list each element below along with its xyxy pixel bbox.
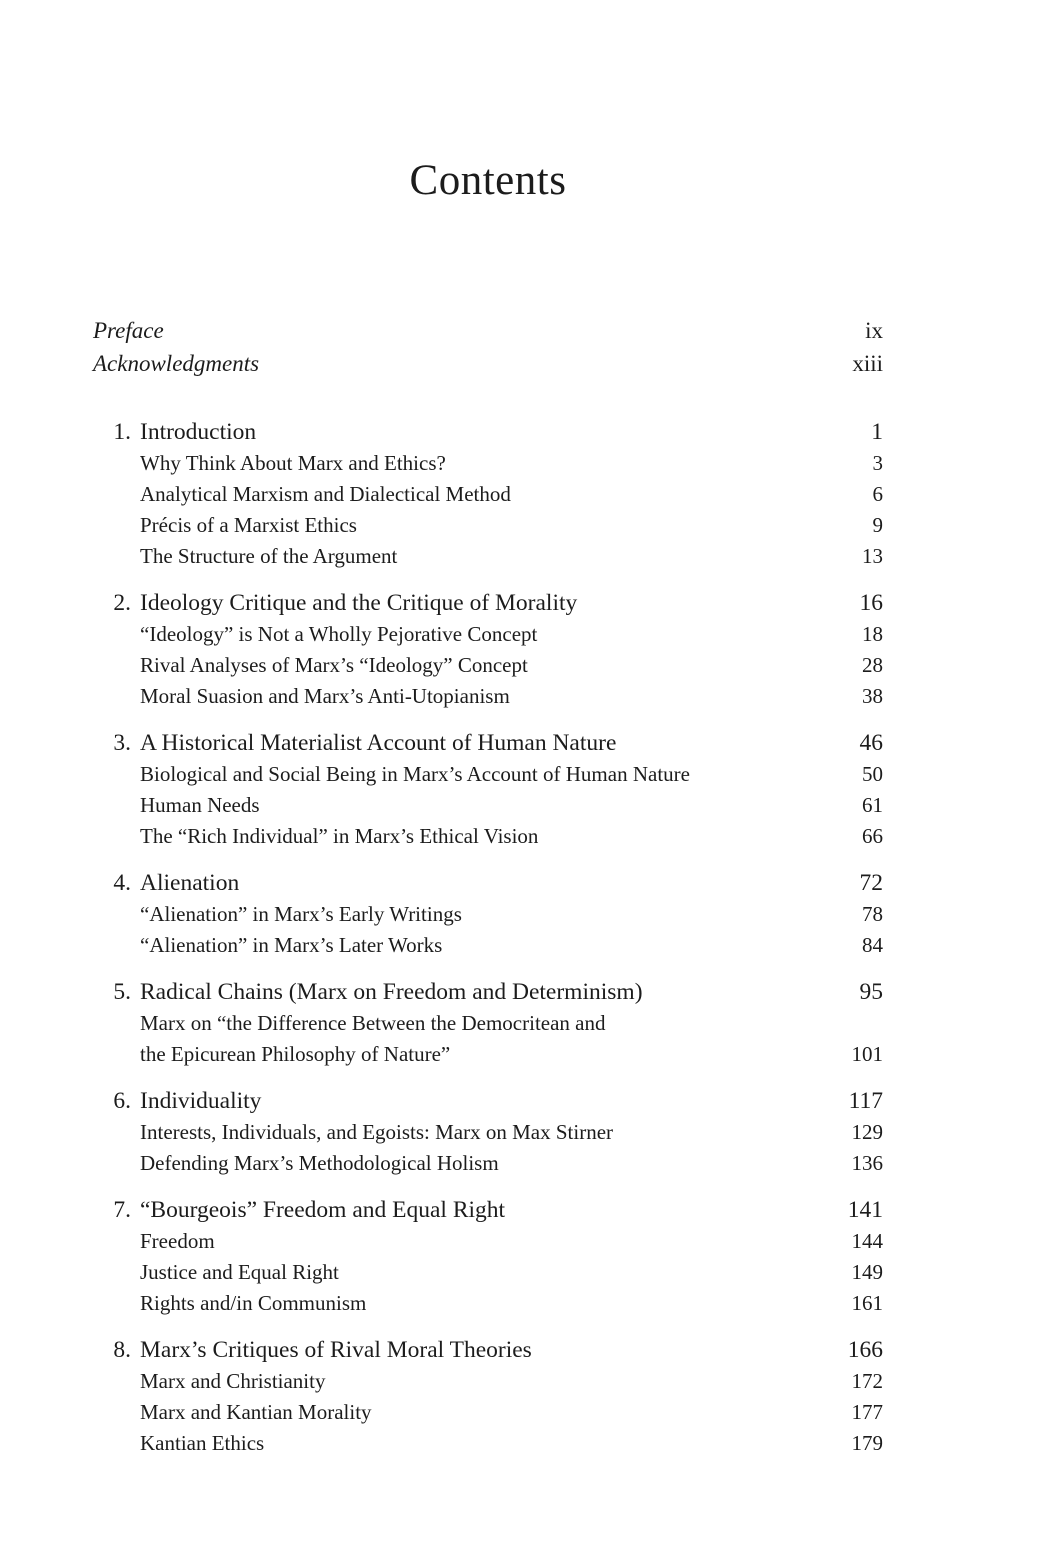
- chapter-row: [93, 588, 883, 619]
- chapter-number: 2.: [113, 590, 131, 616]
- subsection-row: [93, 759, 883, 790]
- front-matter-row: [93, 347, 883, 380]
- subsection-title: Defending Marx’s Methodological Holism: [140, 1151, 499, 1175]
- chapter-title: Radical Chains (Marx on Freedom and Determinism): [140, 979, 643, 1005]
- subsection-title: the Epicurean Philosophy of Nature”: [140, 1042, 451, 1066]
- chapter-page: 166: [847, 1337, 883, 1363]
- toc-chapter: [93, 728, 883, 852]
- subsection-title: Marx on “the Difference Between the Democritean and: [140, 1011, 606, 1035]
- subsection-title: Kantian Ethics: [140, 1431, 265, 1455]
- subsection-page: 129: [851, 1120, 883, 1144]
- front-matter-list: [93, 314, 883, 380]
- subsection-page: 144: [851, 1229, 883, 1253]
- chapters: [93, 417, 883, 1459]
- chapter-title: Ideology Critique and the Critique of Morality: [140, 590, 578, 616]
- subsection-title: Analytical Marxism and Dialectical Method: [140, 482, 511, 506]
- chapter-page: 95: [859, 979, 883, 1005]
- subsection-title: Marx and Christianity: [140, 1369, 326, 1393]
- subsection-title: The Structure of the Argument: [140, 544, 398, 568]
- subsection-row: [93, 510, 883, 541]
- subsection-page: 38: [862, 684, 883, 708]
- subsection-title: Rival Analyses of Marx’s “Ideology” Concept: [140, 653, 528, 677]
- subsection-page: 66: [862, 824, 883, 848]
- subsection-title: Freedom: [140, 1229, 215, 1253]
- subsection-page: 149: [851, 1260, 883, 1284]
- chapter-title: Introduction: [140, 419, 257, 445]
- subsection-page: 61: [862, 793, 883, 817]
- subsection-page: 78: [862, 902, 883, 926]
- chapter-title: A Historical Materialist Account of Human Nature: [140, 730, 617, 756]
- subsection-row: [93, 1008, 883, 1039]
- chapter-row: [93, 868, 883, 899]
- chapter-number: 3.: [113, 730, 131, 756]
- subsection-page: 6: [872, 482, 883, 506]
- chapter-page: 16: [859, 590, 883, 616]
- subsection-title: Marx and Kantian Morality: [140, 1400, 372, 1424]
- subsection-row: [93, 1039, 883, 1070]
- front-matter-label: Preface: [93, 318, 164, 343]
- toc-chapter: [93, 1335, 883, 1459]
- subsection-title: Why Think About Marx and Ethics?: [140, 451, 446, 475]
- chapter-title: Individuality: [140, 1088, 262, 1114]
- subsection-page: 3: [872, 451, 883, 475]
- subsection-row: [93, 1428, 883, 1459]
- subsection-page: 177: [851, 1400, 883, 1424]
- subsection-page: 179: [851, 1431, 883, 1455]
- front-matter-page: ix: [865, 318, 883, 343]
- chapter-page: 1: [871, 419, 883, 445]
- toc-chapter: [93, 868, 883, 961]
- subsection-row: [93, 790, 883, 821]
- chapter-page: 141: [847, 1197, 883, 1223]
- front-matter-row: [93, 314, 883, 347]
- chapter-number: 1.: [113, 419, 131, 445]
- chapter-number: 6.: [113, 1088, 131, 1114]
- subsection-row: [93, 1148, 883, 1179]
- front-matter-label: Acknowledgments: [93, 351, 260, 376]
- subsection-title: Justice and Equal Right: [140, 1260, 339, 1284]
- chapter-page: 46: [859, 730, 883, 756]
- chapter-row: [93, 728, 883, 759]
- toc-chapter: [93, 977, 883, 1070]
- chapter-row: [93, 417, 883, 448]
- chapter-row: [93, 1086, 883, 1117]
- chapter-title: “Bourgeois” Freedom and Equal Right: [140, 1197, 506, 1223]
- subsection-row: [93, 1288, 883, 1319]
- chapter-row: [93, 1195, 883, 1226]
- subsection-title: Rights and/in Communism: [140, 1291, 367, 1315]
- subsection-title: Biological and Social Being in Marx’s Account of Human Nature: [140, 762, 690, 786]
- subsection-title: “Alienation” in Marx’s Early Writings: [140, 902, 462, 926]
- subsection-row: [93, 1226, 883, 1257]
- chapter-number: 4.: [113, 870, 131, 896]
- subsection-title: “Ideology” is Not a Wholly Pejorative Concept: [140, 622, 538, 646]
- table-of-contents: [93, 314, 883, 1459]
- subsection-page: 13: [862, 544, 883, 568]
- subsection-row: [93, 1257, 883, 1288]
- chapter-title: Marx’s Critiques of Rival Moral Theories: [140, 1337, 532, 1363]
- subsection-title: “Alienation” in Marx’s Later Works: [140, 933, 443, 957]
- subsection-page: 18: [862, 622, 883, 646]
- subsection-page: 161: [851, 1291, 883, 1315]
- subsection-page: 50: [862, 762, 883, 786]
- subsection-page: 9: [872, 513, 883, 537]
- subsection-row: [93, 1366, 883, 1397]
- front-matter-page: xiii: [852, 351, 883, 376]
- subsection-title: Interests, Individuals, and Egoists: Marx on Max Stirner: [140, 1120, 614, 1144]
- chapter-row: [93, 1335, 883, 1366]
- chapter-title: Alienation: [140, 870, 240, 896]
- toc-chapter: [93, 1195, 883, 1319]
- subsection-page: 136: [851, 1151, 883, 1175]
- subsection-page: 84: [862, 933, 883, 957]
- subsection-row: [93, 1397, 883, 1428]
- subsection-row: [93, 541, 883, 572]
- subsection-row: [93, 650, 883, 681]
- subsection-row: [93, 930, 883, 961]
- subsection-row: [93, 899, 883, 930]
- page-title: Contents: [409, 157, 567, 204]
- subsection-row: [93, 448, 883, 479]
- subsection-row: [93, 1117, 883, 1148]
- chapter-page: 72: [859, 870, 883, 896]
- toc-chapter: [93, 1086, 883, 1179]
- chapter-row: [93, 977, 883, 1008]
- subsection-row: [93, 681, 883, 712]
- subsection-title: Précis of a Marxist Ethics: [140, 513, 357, 537]
- subsection-row: [93, 619, 883, 650]
- chapter-number: 7.: [113, 1197, 131, 1223]
- toc-chapter: [93, 417, 883, 572]
- chapter-number: 8.: [113, 1337, 131, 1363]
- subsection-title: Moral Suasion and Marx’s Anti-Utopianism: [140, 684, 510, 708]
- subsection-page: 172: [851, 1369, 883, 1393]
- toc-chapter: [93, 588, 883, 712]
- subsection-title: Human Needs: [140, 793, 260, 817]
- subsection-page: 101: [851, 1042, 883, 1066]
- subsection-row: [93, 479, 883, 510]
- chapter-number: 5.: [113, 979, 131, 1005]
- subsection-title: The “Rich Individual” in Marx’s Ethical Vision: [140, 824, 539, 848]
- subsection-page: 28: [862, 653, 883, 677]
- chapter-page: 117: [848, 1088, 883, 1114]
- subsection-row: [93, 821, 883, 852]
